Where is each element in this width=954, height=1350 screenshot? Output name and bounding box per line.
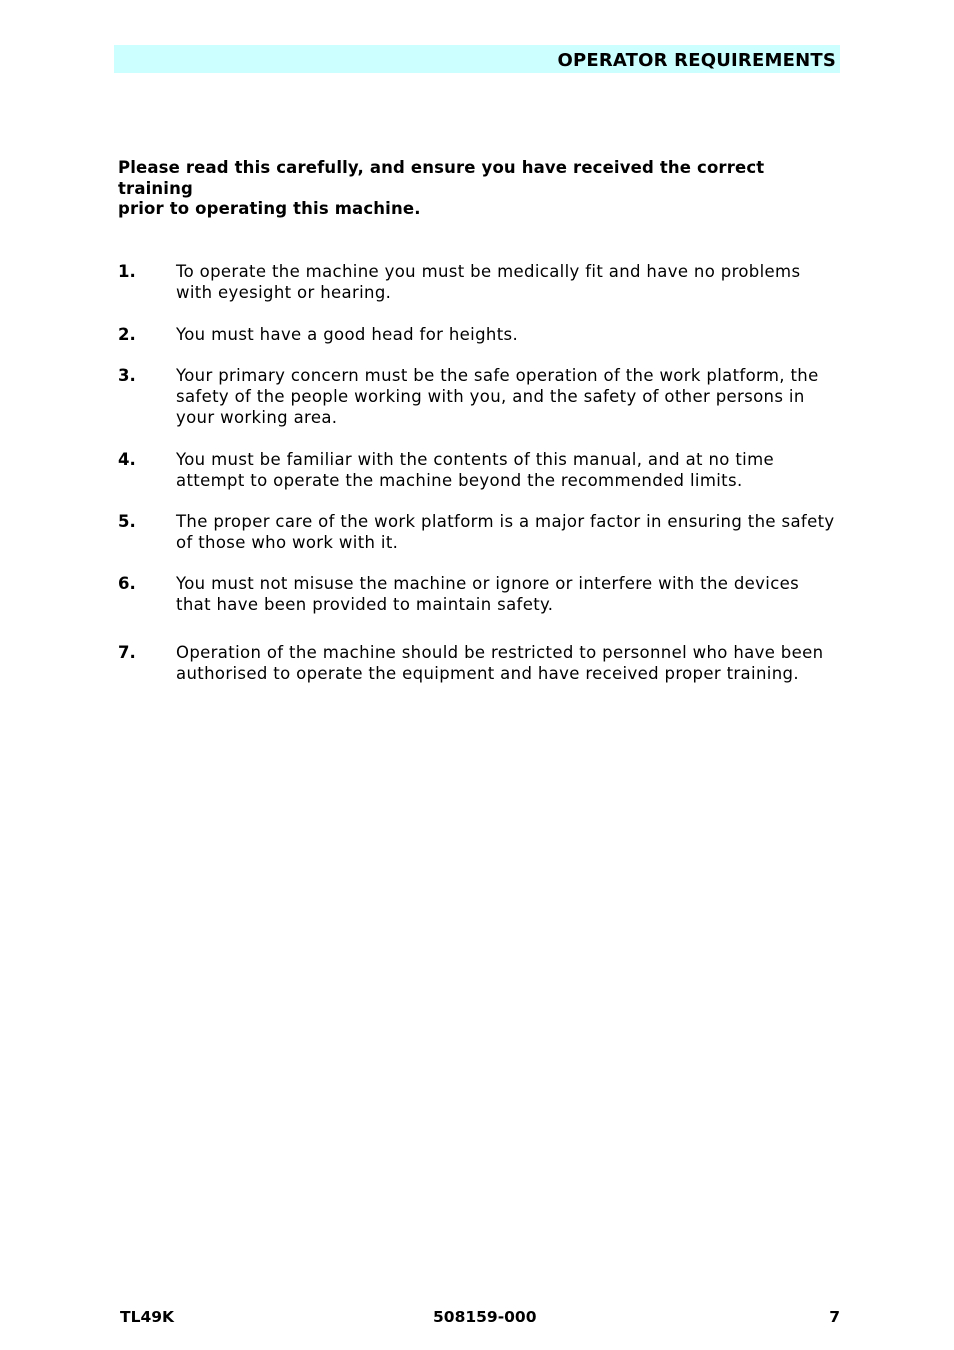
header-band (114, 45, 840, 73)
item-text-line: attempt to operate the machine beyond the recommended limits. (176, 471, 743, 490)
item-text-line: authorised to operate the equipment and have received proper training. (176, 664, 799, 683)
item-text (176, 365, 840, 428)
item-text-line: with eyesight or hearing. (176, 283, 392, 302)
intro-line: Please read this carefully, and ensure you have received the correct training (118, 158, 765, 198)
item-text-line: The proper care of the work platform is a major factor in ensuring the safety (176, 512, 835, 531)
page-title: OPERATOR REQUIREMENTS (557, 50, 836, 71)
item-text (176, 449, 840, 491)
item-text-line: safety of the people working with you, and the safety of other persons in (176, 387, 805, 406)
item-text (176, 511, 840, 553)
footer-model: TL49K (120, 1308, 175, 1326)
item-text (176, 324, 840, 345)
intro-line: prior to operating this machine. (118, 199, 421, 218)
item-text-line: your working area. (176, 408, 338, 427)
item-text-line: that have been provided to maintain safety. (176, 595, 554, 614)
intro-paragraph (118, 158, 838, 220)
item-text-line: You must be familiar with the contents of this manual, and at no time (176, 450, 774, 469)
item-text-line: You must have a good head for heights. (176, 325, 519, 344)
item-number: 6. (118, 574, 136, 593)
item-text (176, 573, 840, 615)
item-text-line: Operation of the machine should be restricted to personnel who have been (176, 643, 824, 662)
item-text-line: You must not misuse the machine or ignore or interfere with the devices (176, 574, 800, 593)
item-text-line: Your primary concern must be the safe operation of the work platform, the (176, 366, 819, 385)
item-number: 7. (118, 643, 136, 662)
item-number: 4. (118, 450, 136, 469)
item-number: 1. (118, 262, 136, 281)
item-text-line: To operate the machine you must be medically fit and have no problems (176, 262, 801, 281)
item-text (176, 642, 840, 684)
item-text (176, 261, 840, 303)
item-number: 5. (118, 512, 136, 531)
footer-part-number: 508159-000 (433, 1308, 537, 1326)
item-number: 3. (118, 366, 136, 385)
item-text-line: of those who work with it. (176, 533, 399, 552)
item-number: 2. (118, 325, 136, 344)
footer-page-number: 7 (829, 1308, 840, 1326)
